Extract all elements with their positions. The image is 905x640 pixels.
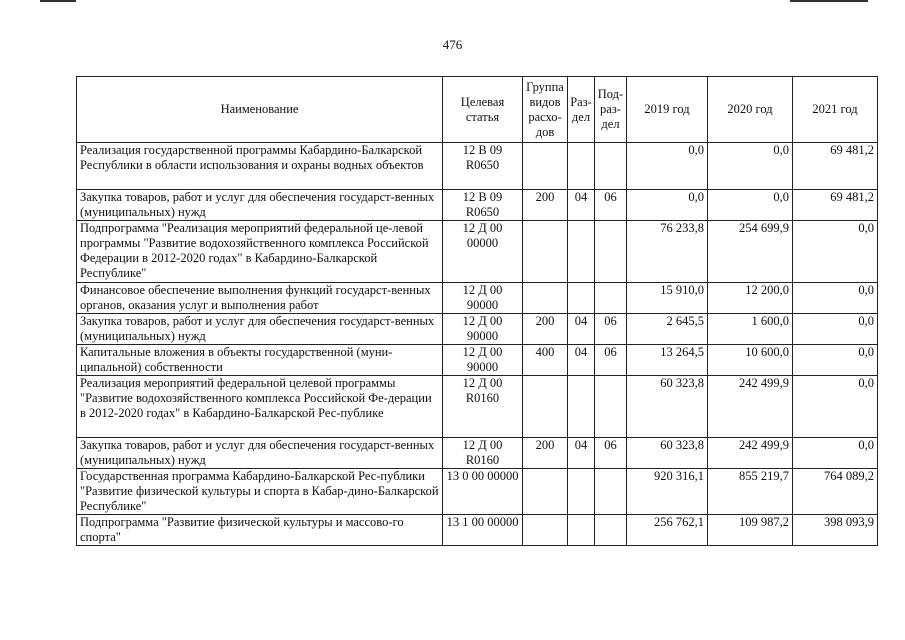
row-value-2021: 0,0 <box>793 283 878 314</box>
row-group: 200 <box>523 190 568 221</box>
row-name: Реализация мероприятий федеральной целевой программы "Развитие водохозяйственного комплекса Российской Фе-дерации в 2012-2020 годах" в Кабардино-Балкарской Рес-публике <box>77 376 443 438</box>
table-row <box>77 283 878 314</box>
row-subsection: 06 <box>595 314 627 345</box>
table-body <box>77 143 878 546</box>
top-rule-right <box>790 0 868 2</box>
row-section: 04 <box>568 345 595 376</box>
row-value-2021: 764 089,2 <box>793 469 878 515</box>
row-value-2021: 0,0 <box>793 221 878 283</box>
row-section: 04 <box>568 438 595 469</box>
row-target-code: 12 Д 00 90000 <box>443 283 523 314</box>
header-name: Наименование <box>77 77 443 143</box>
row-value-2020: 254 699,9 <box>708 221 793 283</box>
row-name: Государственная программа Кабардино-Балкарской Рес-публики "Развитие физической культуры и спорта в Кабар-дино-Балкарской Республике" <box>77 469 443 515</box>
row-value-2020: 242 499,9 <box>708 438 793 469</box>
row-value-2020: 1 600,0 <box>708 314 793 345</box>
row-group <box>523 283 568 314</box>
row-target-code: 12 В 09 R0650 <box>443 143 523 190</box>
table-row <box>77 469 878 515</box>
row-target-code: 12 В 09 R0650 <box>443 190 523 221</box>
row-value-2019: 2 645,5 <box>627 314 708 345</box>
table-row <box>77 190 878 221</box>
table-row <box>77 143 878 190</box>
row-group <box>523 376 568 438</box>
table-row <box>77 438 878 469</box>
row-target-code: 13 1 00 00000 <box>443 515 523 546</box>
row-value-2019: 13 264,5 <box>627 345 708 376</box>
row-section <box>568 469 595 515</box>
row-section <box>568 143 595 190</box>
row-value-2019: 0,0 <box>627 143 708 190</box>
row-value-2021: 0,0 <box>793 314 878 345</box>
row-target-code: 12 Д 00 R0160 <box>443 376 523 438</box>
row-value-2021: 0,0 <box>793 438 878 469</box>
row-value-2021: 0,0 <box>793 376 878 438</box>
row-name: Закупка товаров, работ и услуг для обеспечения государст-венных (муниципальных) нужд <box>77 438 443 469</box>
row-value-2020: 109 987,2 <box>708 515 793 546</box>
row-value-2019: 0,0 <box>627 190 708 221</box>
table-header-row <box>77 77 878 143</box>
row-value-2020: 855 219,7 <box>708 469 793 515</box>
row-value-2020: 242 499,9 <box>708 376 793 438</box>
header-group: Группа видов расхо-дов <box>523 77 568 143</box>
row-section <box>568 376 595 438</box>
row-subsection: 06 <box>595 190 627 221</box>
row-target-code: 12 Д 00 R0160 <box>443 438 523 469</box>
row-subsection <box>595 143 627 190</box>
row-value-2020: 10 600,0 <box>708 345 793 376</box>
table-row <box>77 515 878 546</box>
table-row <box>77 376 878 438</box>
row-group: 400 <box>523 345 568 376</box>
header-2019: 2019 год <box>627 77 708 143</box>
header-section: Раз-дел <box>568 77 595 143</box>
row-subsection: 06 <box>595 438 627 469</box>
row-target-code: 12 Д 00 90000 <box>443 345 523 376</box>
row-value-2021: 69 481,2 <box>793 143 878 190</box>
row-group <box>523 469 568 515</box>
row-group: 200 <box>523 438 568 469</box>
row-value-2021: 0,0 <box>793 345 878 376</box>
row-value-2019: 920 316,1 <box>627 469 708 515</box>
row-group <box>523 143 568 190</box>
row-section: 04 <box>568 314 595 345</box>
row-name: Реализация государственной программы Кабардино-Балкарской Республики в области использования и охраны водных объектов <box>77 143 443 190</box>
row-section: 04 <box>568 190 595 221</box>
row-group: 200 <box>523 314 568 345</box>
row-subsection <box>595 221 627 283</box>
row-value-2019: 256 762,1 <box>627 515 708 546</box>
row-name: Закупка товаров, работ и услуг для обеспечения государст-венных (муниципальных) нужд <box>77 314 443 345</box>
row-subsection <box>595 376 627 438</box>
row-section <box>568 221 595 283</box>
row-target-code: 12 Д 00 00000 <box>443 221 523 283</box>
row-name: Подпрограмма "Развитие физической культуры и массово-го спорта" <box>77 515 443 546</box>
budget-table <box>76 76 878 546</box>
row-name: Финансовое обеспечение выполнения функций государст-венных органов, оказания услуг и выполнения работ <box>77 283 443 314</box>
header-2021: 2021 год <box>793 77 878 143</box>
header-subsection: Под-раз-дел <box>595 77 627 143</box>
row-value-2020: 0,0 <box>708 143 793 190</box>
row-value-2020: 0,0 <box>708 190 793 221</box>
row-value-2021: 398 093,9 <box>793 515 878 546</box>
row-value-2020: 12 200,0 <box>708 283 793 314</box>
row-value-2019: 15 910,0 <box>627 283 708 314</box>
row-value-2019: 60 323,8 <box>627 438 708 469</box>
table-row <box>77 221 878 283</box>
row-name: Закупка товаров, работ и услуг для обеспечения государст-венных (муниципальных) нужд <box>77 190 443 221</box>
row-value-2021: 69 481,2 <box>793 190 878 221</box>
row-section <box>568 515 595 546</box>
row-group <box>523 515 568 546</box>
row-subsection <box>595 469 627 515</box>
row-subsection: 06 <box>595 345 627 376</box>
row-target-code: 12 Д 00 90000 <box>443 314 523 345</box>
row-subsection <box>595 283 627 314</box>
header-target: Целевая статья <box>443 77 523 143</box>
row-section <box>568 283 595 314</box>
table-row <box>77 345 878 376</box>
row-name: Подпрограмма "Реализация мероприятий федеральной це-левой программы "Развитие водохозяйственного комплекса Российской Федерации в 2012-2020 годах" в Кабардино-Балкарской Республике" <box>77 221 443 283</box>
page-number: 476 <box>442 37 463 52</box>
row-target-code: 13 0 00 00000 <box>443 469 523 515</box>
row-value-2019: 60 323,8 <box>627 376 708 438</box>
row-value-2019: 76 233,8 <box>627 221 708 283</box>
table-row <box>77 314 878 345</box>
header-2020: 2020 год <box>708 77 793 143</box>
row-group <box>523 221 568 283</box>
row-name: Капитальные вложения в объекты государственной (муни-ципальной) собственности <box>77 345 443 376</box>
top-rule-left <box>40 0 76 2</box>
row-subsection <box>595 515 627 546</box>
